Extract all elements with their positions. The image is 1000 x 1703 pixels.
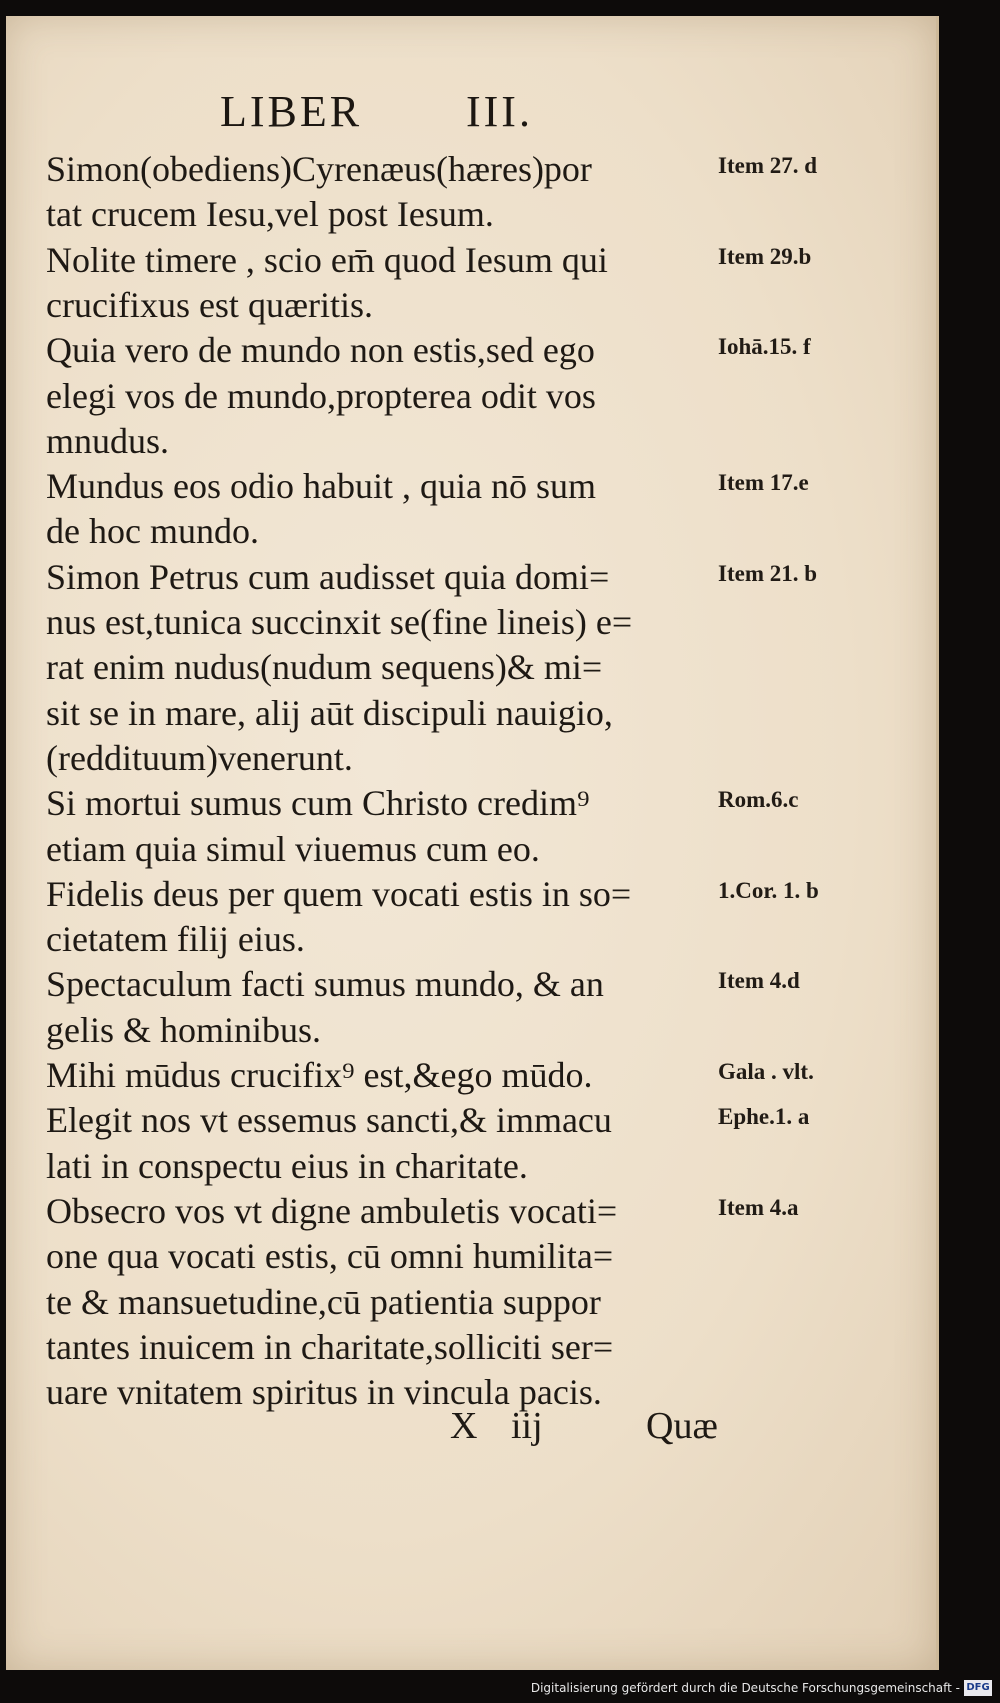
line-text: Spectaculum facti sumus mundo, & an [46,964,604,1005]
line-text: gelis & hominibus. [46,1009,322,1050]
text-line [6,916,936,962]
text-line [6,146,936,192]
line-text: Simon Petrus cum audisset quia domi= [46,556,610,597]
text-line [6,871,936,917]
text-line [6,1188,936,1234]
catchword: Quæ [646,1405,718,1447]
line-text: (reddituum)venerunt. [46,737,353,778]
line-text: Fidelis deus per quem vocati estis in so= [46,873,632,914]
line-text: te & mansuetudine,cū patientia suppor [46,1281,601,1322]
margin-reference: Item 4.a [718,1194,799,1220]
line-text: de hoc mundo. [46,511,259,552]
digitization-footer [0,1675,1000,1703]
text-line [6,327,936,373]
text-line [6,1097,936,1143]
text-line [6,690,936,736]
text-line [6,508,936,554]
text-line [6,599,936,645]
book-page [6,16,939,1670]
text-line [6,554,936,600]
text-line [6,961,936,1007]
margin-reference: Gala . vlt. [718,1059,814,1084]
line-text: Mundus eos odio habuit , quia nō sum [46,466,596,507]
line-text: Quia vero de mundo non estis,sed ego [46,330,595,371]
line-text: tat crucem Iesu,vel post Iesum. [46,194,494,235]
running-head-book-number: III. [466,87,533,136]
margin-reference: Item 27. d [718,153,818,178]
text-line [6,780,936,826]
line-text: Nolite timere , scio em̄ quod Iesum qui [46,239,608,280]
text-line [6,1279,936,1325]
margin-reference: Ephe.1. a [718,1104,810,1130]
margin-reference: Rom.6.c [718,787,799,813]
margin-reference: Item 29.b [718,243,812,269]
text-line [6,1324,936,1370]
text-line [6,373,936,419]
footer-credit: Digitalisierung gefördert durch die Deutsche Forschungsgemeinschaft - [530,1681,960,1695]
line-text: etiam quia simul viuemus cum eo. [46,828,540,869]
margin-reference: 1.Cor. 1. b [718,877,819,903]
text-line [6,1007,936,1053]
line-text: one qua vocati estis, cū omni humilita= [46,1236,614,1277]
text-line [6,644,936,690]
text-line [6,237,936,283]
text-line [6,826,936,872]
line-text: uare vnitatem spiritus in vincula pacis. [46,1372,602,1413]
line-text: elegi vos de mundo,propterea odit vos [46,375,596,416]
margin-reference: Item 17.e [718,470,809,496]
line-text: Mihi mūdus crucifix⁹ est,&ego mūdo. [46,1055,593,1095]
running-head-title: LIBER [220,87,363,136]
text-line [6,1233,936,1279]
line-text: mnudus. [46,420,170,461]
dfg-logo: DFG [964,1680,992,1696]
text-line [6,1143,936,1189]
line-text: lati in conspectu eius in charitate. [46,1145,528,1186]
line-text: nus est,tunica succinxit se(fine lineis) e= [46,602,633,642]
line-text: crucifixus est quæritis. [46,284,373,325]
text-line [6,1052,936,1098]
text-line [6,418,936,464]
line-text: rat enim nudus(nudum sequens)& mi= [46,647,603,688]
signature-mark: X [450,1405,478,1447]
margin-reference: Item 21. b [718,560,818,586]
line-text: cietatem filij eius. [46,919,305,960]
text-line [6,191,936,237]
line-text: Si mortui sumus cum Christo credim⁹ [46,783,590,824]
line-text: Simon(obediens)Cyrenæus(hæres)por [46,149,592,189]
line-text: Elegit nos vt essemus sancti,& immacu [46,1100,612,1141]
text-line [6,463,936,509]
margin-reference: Item 4.d [718,968,800,994]
text-line [6,735,936,781]
line-text: sit se in mare, alij aūt discipuli nauigio, [46,692,613,733]
text-line [6,282,936,328]
margin-reference: Iohā.15. f [718,334,811,360]
signature-leaf: iij [511,1405,543,1447]
line-text: tantes inuicem in charitate,solliciti ser= [46,1326,614,1367]
line-text: Obsecro vos vt digne ambuletis vocati= [46,1190,618,1231]
